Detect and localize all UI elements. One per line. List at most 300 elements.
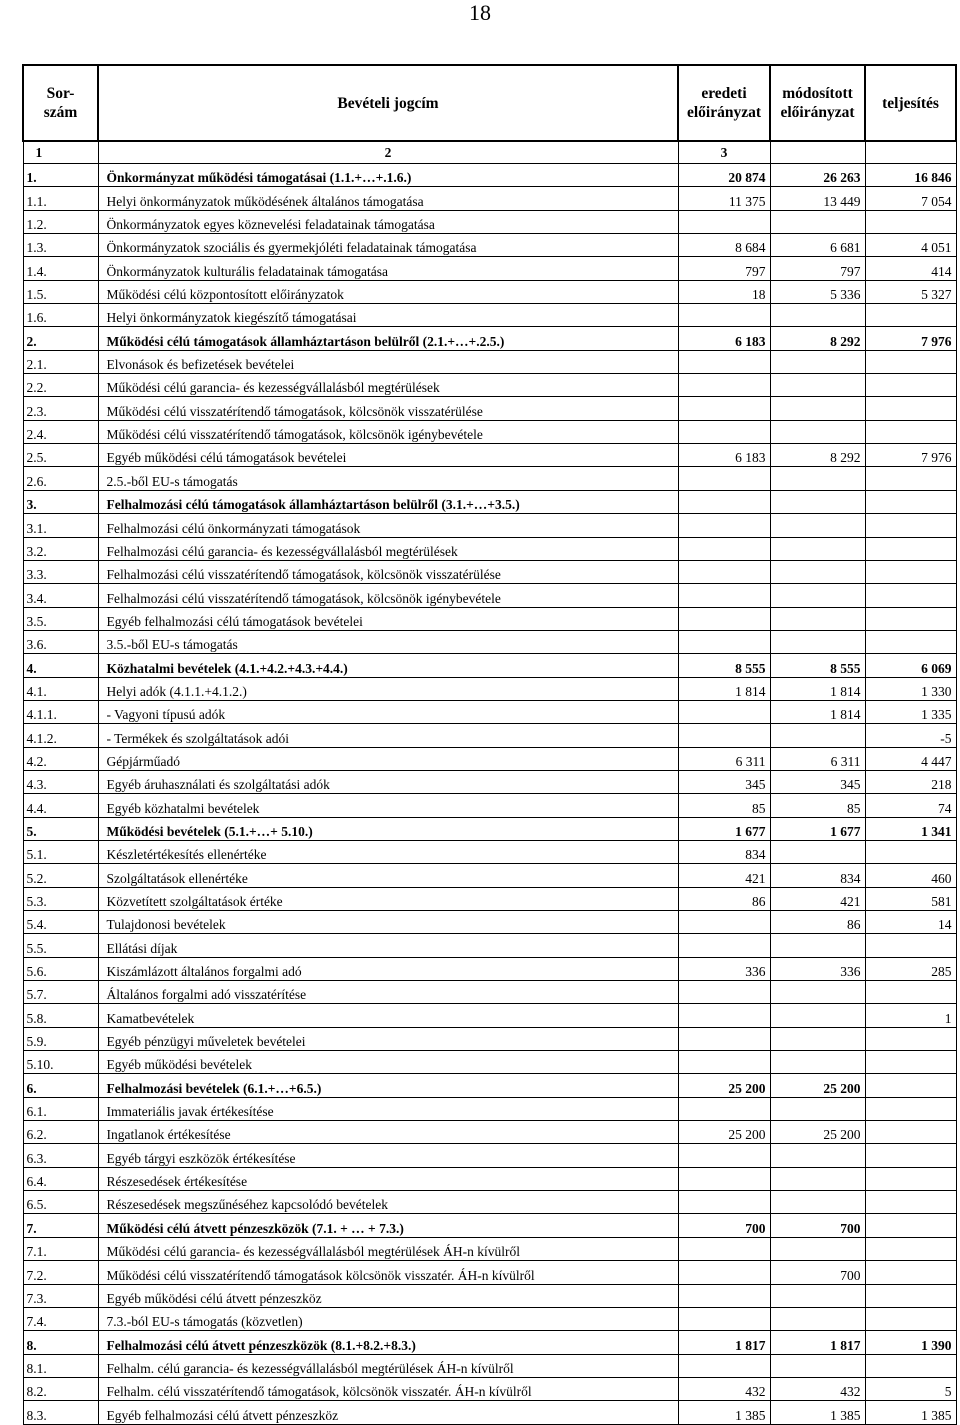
- row-original-estimate: [678, 724, 770, 747]
- row-fulfilment: [865, 1284, 956, 1307]
- row-number: 5.10.: [23, 1051, 98, 1074]
- row-number: 2.5.: [23, 444, 98, 467]
- row-number: 7.2.: [23, 1261, 98, 1284]
- row-modified-estimate: 85: [770, 794, 865, 817]
- table-row: [23, 1261, 956, 1284]
- row-fulfilment: [865, 210, 956, 233]
- row-title: Egyéb áruhasználati és szolgáltatási adók: [98, 770, 678, 793]
- row-fulfilment: [865, 1354, 956, 1377]
- table-row: [23, 187, 956, 210]
- row-original-estimate: 85: [678, 794, 770, 817]
- row-number: 4.1.2.: [23, 724, 98, 747]
- row-title: Felhalmozási célú garancia- és kezességvállalásból megtérülések: [98, 537, 678, 560]
- row-fulfilment: [865, 584, 956, 607]
- row-modified-estimate: 1 814: [770, 677, 865, 700]
- row-modified-estimate: [770, 350, 865, 373]
- row-modified-estimate: 8 292: [770, 444, 865, 467]
- row-original-estimate: [678, 1167, 770, 1190]
- row-fulfilment: [865, 981, 956, 1004]
- row-fulfilment: [865, 1027, 956, 1050]
- row-number: 5.1.: [23, 840, 98, 863]
- row-number: 5.: [23, 817, 98, 840]
- row-title: Egyéb közhatalmi bevételek: [98, 794, 678, 817]
- row-original-estimate: [678, 1097, 770, 1120]
- row-original-estimate: [678, 304, 770, 327]
- row-title: Általános forgalmi adó visszatérítése: [98, 981, 678, 1004]
- row-number: 1.6.: [23, 304, 98, 327]
- row-title: Készletértékesítés ellenértéke: [98, 840, 678, 863]
- row-title: Önkormányzat működési támogatásai (1.1.+…+.1.6.): [98, 164, 678, 187]
- row-modified-estimate: 8 555: [770, 654, 865, 677]
- table-row: [23, 304, 956, 327]
- row-number: 1.5.: [23, 280, 98, 303]
- row-title: Egyéb működési célú támogatások bevételei: [98, 444, 678, 467]
- row-modified-estimate: [770, 1191, 865, 1214]
- row-number: 6.3.: [23, 1144, 98, 1167]
- row-modified-estimate: [770, 467, 865, 490]
- row-modified-estimate: [770, 560, 865, 583]
- row-fulfilment: 1 335: [865, 700, 956, 723]
- row-fulfilment: 1: [865, 1004, 956, 1027]
- row-title: Részesedések megszűnéséhez kapcsolódó bevételek: [98, 1191, 678, 1214]
- column-index-1: 1: [23, 141, 98, 164]
- row-number: 4.4.: [23, 794, 98, 817]
- row-number: 4.2.: [23, 747, 98, 770]
- row-fulfilment: 581: [865, 887, 956, 910]
- row-title: Kamatbevételek: [98, 1004, 678, 1027]
- row-original-estimate: 8 555: [678, 654, 770, 677]
- table-row: [23, 981, 956, 1004]
- table-row: [23, 840, 956, 863]
- row-number: 6.: [23, 1074, 98, 1097]
- row-title: Felhalmozási célú visszatérítendő támogatások, kölcsönök igénybevétele: [98, 584, 678, 607]
- table-row: [23, 1307, 956, 1330]
- row-fulfilment: [865, 1191, 956, 1214]
- row-modified-estimate: 6 311: [770, 747, 865, 770]
- row-fulfilment: 6 069: [865, 654, 956, 677]
- row-title: 2.5.-ből EU-s támogatás: [98, 467, 678, 490]
- row-title: Felhalmozási célú átvett pénzeszközök (8.1.+8.2.+8.3.): [98, 1331, 678, 1354]
- row-number: 5.7.: [23, 981, 98, 1004]
- row-modified-estimate: 25 200: [770, 1121, 865, 1144]
- table-row: [23, 560, 956, 583]
- row-number: 6.1.: [23, 1097, 98, 1120]
- table-row: [23, 887, 956, 910]
- row-modified-estimate: 797: [770, 257, 865, 280]
- row-number: 3.: [23, 490, 98, 513]
- table-row: [23, 1144, 956, 1167]
- row-title: Közhatalmi bevételek (4.1.+4.2.+4.3.+4.4.): [98, 654, 678, 677]
- row-title: 7.3.-ból EU-s támogatás (közvetlen): [98, 1307, 678, 1330]
- row-number: 8.3.: [23, 1401, 98, 1424]
- table-row: [23, 420, 956, 443]
- row-fulfilment: [865, 1214, 956, 1237]
- row-original-estimate: 6 311: [678, 747, 770, 770]
- row-number: 5.4.: [23, 911, 98, 934]
- table-row: [23, 794, 956, 817]
- row-original-estimate: [678, 1284, 770, 1307]
- row-original-estimate: [678, 374, 770, 397]
- table-row: [23, 584, 956, 607]
- row-fulfilment: [865, 1307, 956, 1330]
- row-original-estimate: [678, 630, 770, 653]
- row-number: 5.3.: [23, 887, 98, 910]
- row-title: Felhalmozási célú önkormányzati támogatások: [98, 514, 678, 537]
- table-row: [23, 770, 956, 793]
- row-fulfilment: [865, 934, 956, 957]
- row-title: Közvetített szolgáltatások értéke: [98, 887, 678, 910]
- row-title: Felhalmozási célú visszatérítendő támogatások, kölcsönök visszatérülése: [98, 560, 678, 583]
- row-title: Szolgáltatások ellenértéke: [98, 864, 678, 887]
- row-original-estimate: [678, 560, 770, 583]
- row-original-estimate: [678, 537, 770, 560]
- row-title: Önkormányzatok szociális és gyermekjóléti feladatainak támogatása: [98, 234, 678, 257]
- row-modified-estimate: [770, 724, 865, 747]
- row-fulfilment: [865, 304, 956, 327]
- row-fulfilment: 1 390: [865, 1331, 956, 1354]
- row-number: 4.: [23, 654, 98, 677]
- row-title: Működési célú támogatások államháztartáson belülről (2.1.+…+.2.5.): [98, 327, 678, 350]
- row-fulfilment: [865, 1074, 956, 1097]
- row-modified-estimate: [770, 584, 865, 607]
- row-fulfilment: 414: [865, 257, 956, 280]
- row-title: Működési célú garancia- és kezességvállalásból megtérülések ÁH-n kívülről: [98, 1237, 678, 1260]
- row-modified-estimate: [770, 374, 865, 397]
- row-title: Működési célú visszatérítendő támogatások, kölcsönök igénybevétele: [98, 420, 678, 443]
- table-row: [23, 654, 956, 677]
- table-row: [23, 1004, 956, 1027]
- row-title: Immateriális javak értékesítése: [98, 1097, 678, 1120]
- row-fulfilment: [865, 420, 956, 443]
- row-original-estimate: [678, 981, 770, 1004]
- row-fulfilment: [865, 537, 956, 560]
- row-number: 8.2.: [23, 1377, 98, 1400]
- table-body: [23, 164, 956, 1425]
- row-title: Ellátási díjak: [98, 934, 678, 957]
- row-title: Egyéb működési bevételek: [98, 1051, 678, 1074]
- row-original-estimate: 1 677: [678, 817, 770, 840]
- row-title: Gépjárműadó: [98, 747, 678, 770]
- row-fulfilment: 7 976: [865, 444, 956, 467]
- table-row: [23, 164, 956, 187]
- row-number: 3.5.: [23, 607, 98, 630]
- row-original-estimate: 432: [678, 1377, 770, 1400]
- row-original-estimate: 834: [678, 840, 770, 863]
- row-original-estimate: [678, 1051, 770, 1074]
- row-number: 2.4.: [23, 420, 98, 443]
- table-row: [23, 630, 956, 653]
- row-modified-estimate: [770, 1097, 865, 1120]
- row-modified-estimate: [770, 1004, 865, 1027]
- column-index-5: [865, 141, 956, 164]
- row-title: Elvonások és befizetések bevételei: [98, 350, 678, 373]
- row-original-estimate: [678, 607, 770, 630]
- row-original-estimate: 8 684: [678, 234, 770, 257]
- row-modified-estimate: 834: [770, 864, 865, 887]
- row-original-estimate: [678, 350, 770, 373]
- row-fulfilment: 4 051: [865, 234, 956, 257]
- row-original-estimate: 421: [678, 864, 770, 887]
- row-number: 3.3.: [23, 560, 98, 583]
- table-row: [23, 257, 956, 280]
- row-original-estimate: [678, 1004, 770, 1027]
- row-title: Egyéb működési célú átvett pénzeszköz: [98, 1284, 678, 1307]
- row-modified-estimate: [770, 1027, 865, 1050]
- row-number: 3.4.: [23, 584, 98, 607]
- row-original-estimate: [678, 934, 770, 957]
- row-original-estimate: 86: [678, 887, 770, 910]
- row-modified-estimate: [770, 1167, 865, 1190]
- row-modified-estimate: 700: [770, 1261, 865, 1284]
- row-number: 3.2.: [23, 537, 98, 560]
- row-original-estimate: [678, 1307, 770, 1330]
- row-fulfilment: 4 447: [865, 747, 956, 770]
- table-row: [23, 1284, 956, 1307]
- row-modified-estimate: [770, 304, 865, 327]
- row-modified-estimate: [770, 1144, 865, 1167]
- table-row: [23, 607, 956, 630]
- row-original-estimate: 25 200: [678, 1121, 770, 1144]
- row-original-estimate: 1 817: [678, 1331, 770, 1354]
- row-original-estimate: [678, 420, 770, 443]
- row-number: 7.1.: [23, 1237, 98, 1260]
- row-modified-estimate: [770, 934, 865, 957]
- row-title: Egyéb pénzügyi műveletek bevételei: [98, 1027, 678, 1050]
- row-modified-estimate: [770, 420, 865, 443]
- table-row: [23, 280, 956, 303]
- row-original-estimate: [678, 1191, 770, 1214]
- revenue-table: [22, 64, 957, 1425]
- row-title: Ingatlanok értékesítése: [98, 1121, 678, 1144]
- row-modified-estimate: 345: [770, 770, 865, 793]
- column-index-row: [23, 141, 956, 164]
- row-original-estimate: 336: [678, 957, 770, 980]
- row-original-estimate: 700: [678, 1214, 770, 1237]
- row-fulfilment: [865, 630, 956, 653]
- row-original-estimate: 11 375: [678, 187, 770, 210]
- row-original-estimate: 1 814: [678, 677, 770, 700]
- table-row: [23, 210, 956, 233]
- row-title: Helyi önkormányzatok működésének általános támogatása: [98, 187, 678, 210]
- row-number: 5.8.: [23, 1004, 98, 1027]
- row-original-estimate: [678, 1027, 770, 1050]
- row-number: 5.5.: [23, 934, 98, 957]
- row-fulfilment: [865, 350, 956, 373]
- table-row: [23, 1214, 956, 1237]
- header-fulfilment: teljesítés: [865, 65, 956, 141]
- table-row: [23, 1401, 956, 1424]
- row-modified-estimate: [770, 490, 865, 513]
- row-number: 7.3.: [23, 1284, 98, 1307]
- row-original-estimate: 6 183: [678, 327, 770, 350]
- table-row: [23, 1121, 956, 1144]
- row-title: Egyéb tárgyi eszközök értékesítése: [98, 1144, 678, 1167]
- row-modified-estimate: 421: [770, 887, 865, 910]
- row-number: 4.1.1.: [23, 700, 98, 723]
- row-title: Részesedések értékesítése: [98, 1167, 678, 1190]
- table-row: [23, 234, 956, 257]
- column-index-2: 2: [98, 141, 678, 164]
- row-original-estimate: 20 874: [678, 164, 770, 187]
- row-number: 5.2.: [23, 864, 98, 887]
- row-fulfilment: [865, 490, 956, 513]
- row-modified-estimate: [770, 607, 865, 630]
- row-fulfilment: 460: [865, 864, 956, 887]
- row-original-estimate: [678, 1354, 770, 1377]
- row-fulfilment: -5: [865, 724, 956, 747]
- row-fulfilment: [865, 1051, 956, 1074]
- row-modified-estimate: 700: [770, 1214, 865, 1237]
- row-number: 7.: [23, 1214, 98, 1237]
- row-number: 3.6.: [23, 630, 98, 653]
- row-original-estimate: 345: [678, 770, 770, 793]
- row-original-estimate: [678, 514, 770, 537]
- table-row: [23, 724, 956, 747]
- row-fulfilment: 218: [865, 770, 956, 793]
- row-fulfilment: [865, 840, 956, 863]
- row-original-estimate: [678, 467, 770, 490]
- row-original-estimate: [678, 584, 770, 607]
- table-row: [23, 864, 956, 887]
- row-number: 5.6.: [23, 957, 98, 980]
- table-row: [23, 1097, 956, 1120]
- row-title: Kiszámlázott általános forgalmi adó: [98, 957, 678, 980]
- row-number: 8.1.: [23, 1354, 98, 1377]
- row-modified-estimate: 432: [770, 1377, 865, 1400]
- row-number: 2.2.: [23, 374, 98, 397]
- column-index-3: 3: [678, 141, 770, 164]
- row-fulfilment: 1 330: [865, 677, 956, 700]
- row-fulfilment: 1 341: [865, 817, 956, 840]
- header-original-estimate: eredeti előirányzat: [678, 65, 770, 141]
- row-fulfilment: [865, 1167, 956, 1190]
- row-original-estimate: 18: [678, 280, 770, 303]
- table-row: [23, 817, 956, 840]
- row-number: 6.4.: [23, 1167, 98, 1190]
- row-number: 1.2.: [23, 210, 98, 233]
- table-header-row: [23, 65, 956, 141]
- row-fulfilment: 285: [865, 957, 956, 980]
- row-number: 4.3.: [23, 770, 98, 793]
- row-title: Tulajdonosi bevételek: [98, 911, 678, 934]
- row-title: Önkormányzatok kulturális feladatainak támogatása: [98, 257, 678, 280]
- row-title: Működési célú visszatérítendő támogatások, kölcsönök visszatérülése: [98, 397, 678, 420]
- row-title: Működési célú átvett pénzeszközök (7.1. + … + 7.3.): [98, 1214, 678, 1237]
- row-number: 6.5.: [23, 1191, 98, 1214]
- row-original-estimate: [678, 1261, 770, 1284]
- table-row: [23, 397, 956, 420]
- row-title: - Termékek és szolgáltatások adói: [98, 724, 678, 747]
- row-original-estimate: [678, 911, 770, 934]
- row-title: Felhalmozási célú támogatások államháztartáson belülről (3.1.+…+3.5.): [98, 490, 678, 513]
- column-index-4: [770, 141, 865, 164]
- row-number: 6.2.: [23, 1121, 98, 1144]
- table-row: [23, 1051, 956, 1074]
- table-row: [23, 1377, 956, 1400]
- row-modified-estimate: [770, 1354, 865, 1377]
- row-title: Egyéb felhalmozási célú átvett pénzeszköz: [98, 1401, 678, 1424]
- row-number: 1.4.: [23, 257, 98, 280]
- row-number: 1.3.: [23, 234, 98, 257]
- header-row-number: Sor- szám: [23, 65, 98, 141]
- table-row: [23, 957, 956, 980]
- table-row: [23, 1074, 956, 1097]
- table-row: [23, 350, 956, 373]
- row-fulfilment: [865, 560, 956, 583]
- row-title: Felhalm. célú garancia- és kezességvállalásból megtérülések ÁH-n kívülről: [98, 1354, 678, 1377]
- row-fulfilment: [865, 514, 956, 537]
- row-number: 3.1.: [23, 514, 98, 537]
- table-row: [23, 1237, 956, 1260]
- row-original-estimate: 6 183: [678, 444, 770, 467]
- row-title: Működési célú központosított előirányzatok: [98, 280, 678, 303]
- row-modified-estimate: 26 263: [770, 164, 865, 187]
- row-modified-estimate: [770, 1237, 865, 1260]
- row-title: - Vagyoni típusú adók: [98, 700, 678, 723]
- row-original-estimate: 25 200: [678, 1074, 770, 1097]
- row-number: 5.9.: [23, 1027, 98, 1050]
- table-row: [23, 374, 956, 397]
- table-row: [23, 327, 956, 350]
- table-row: [23, 1191, 956, 1214]
- table-row: [23, 1027, 956, 1050]
- row-fulfilment: 5: [865, 1377, 956, 1400]
- row-modified-estimate: 1 814: [770, 700, 865, 723]
- row-modified-estimate: [770, 537, 865, 560]
- row-number: 4.1.: [23, 677, 98, 700]
- row-fulfilment: [865, 607, 956, 630]
- row-original-estimate: [678, 397, 770, 420]
- row-title: Önkormányzatok egyes köznevelési feladatainak támogatása: [98, 210, 678, 233]
- table-row: [23, 747, 956, 770]
- row-fulfilment: [865, 1121, 956, 1144]
- row-modified-estimate: 86: [770, 911, 865, 934]
- table-row: [23, 490, 956, 513]
- row-modified-estimate: 1 385: [770, 1401, 865, 1424]
- row-fulfilment: [865, 1237, 956, 1260]
- row-title: 3.5.-ből EU-s támogatás: [98, 630, 678, 653]
- row-fulfilment: [865, 1261, 956, 1284]
- row-modified-estimate: 8 292: [770, 327, 865, 350]
- table-row: [23, 1167, 956, 1190]
- row-title: Helyi adók (4.1.1.+4.1.2.): [98, 677, 678, 700]
- row-modified-estimate: [770, 840, 865, 863]
- row-original-estimate: 1 385: [678, 1401, 770, 1424]
- row-modified-estimate: [770, 981, 865, 1004]
- row-fulfilment: [865, 1144, 956, 1167]
- row-number: 2.3.: [23, 397, 98, 420]
- row-fulfilment: 74: [865, 794, 956, 817]
- row-fulfilment: 16 846: [865, 164, 956, 187]
- page-number: 18: [469, 0, 491, 25]
- row-modified-estimate: 25 200: [770, 1074, 865, 1097]
- row-number: 1.: [23, 164, 98, 187]
- row-fulfilment: 1 385: [865, 1401, 956, 1424]
- row-modified-estimate: 1 677: [770, 817, 865, 840]
- row-fulfilment: [865, 374, 956, 397]
- row-fulfilment: 7 054: [865, 187, 956, 210]
- table-row: [23, 444, 956, 467]
- header-modified-estimate: módosított előirányzat: [770, 65, 865, 141]
- row-fulfilment: 7 976: [865, 327, 956, 350]
- row-modified-estimate: [770, 1284, 865, 1307]
- row-modified-estimate: [770, 1307, 865, 1330]
- row-title: Működési bevételek (5.1.+…+ 5.10.): [98, 817, 678, 840]
- row-modified-estimate: 336: [770, 957, 865, 980]
- row-modified-estimate: [770, 397, 865, 420]
- row-title: Egyéb felhalmozási célú támogatások bevételei: [98, 607, 678, 630]
- row-original-estimate: [678, 210, 770, 233]
